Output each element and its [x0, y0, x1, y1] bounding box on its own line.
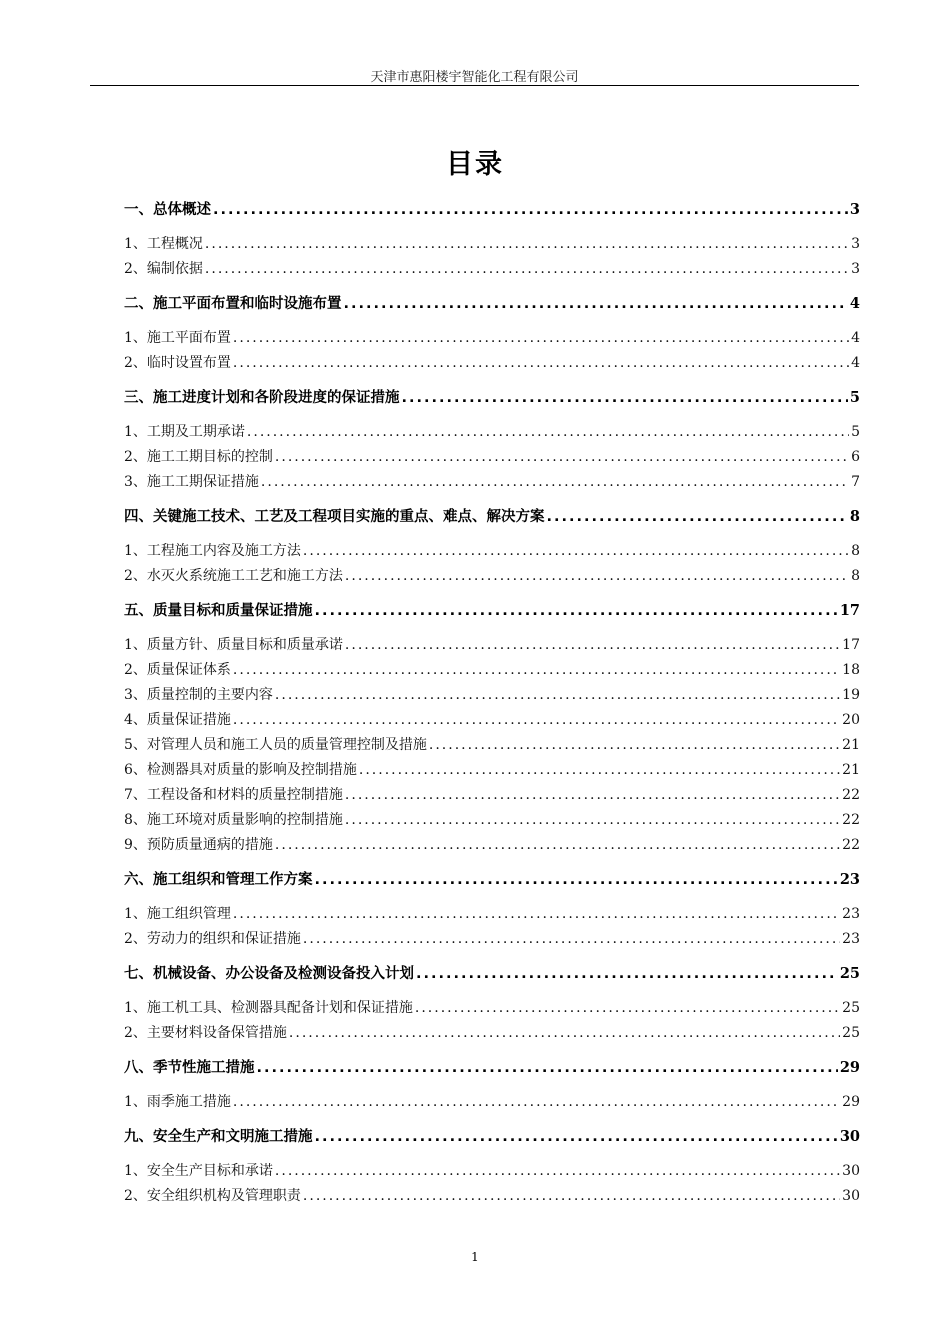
- toc-page-number: 5: [851, 423, 860, 440]
- toc-subsection-item[interactable]: [124, 565, 860, 585]
- toc-page-number: 21: [842, 736, 860, 753]
- toc-dot-leader: [359, 762, 840, 778]
- toc-entry-title: 7、工程设备和材料的质量控制措施: [124, 786, 343, 803]
- toc-section-heading[interactable]: [124, 505, 860, 526]
- toc-page-number: 17: [839, 602, 860, 619]
- toc-dot-leader: [275, 449, 849, 465]
- toc-page-number: 22: [842, 786, 860, 803]
- toc-subsection-item[interactable]: [124, 540, 860, 560]
- toc-page-number: 19: [842, 686, 860, 703]
- toc-entry-title: 2、临时设置布置: [124, 354, 231, 371]
- toc-dot-leader: [345, 812, 840, 828]
- toc-entry-title: 2、劳动力的组织和保证措施: [124, 930, 301, 947]
- toc-dot-leader: [233, 906, 840, 922]
- toc-section-heading[interactable]: [124, 386, 860, 407]
- toc-page-number: 3: [849, 201, 860, 218]
- toc-subsection-item[interactable]: [124, 997, 860, 1017]
- toc-dot-leader: [416, 966, 838, 982]
- toc-subsection-item[interactable]: [124, 352, 860, 372]
- toc-entry-title: 6、检测器具对质量的影响及控制措施: [124, 761, 357, 778]
- toc-entry-title: 1、工程概况: [124, 235, 203, 252]
- toc-page-number: 25: [842, 1024, 860, 1041]
- toc-dot-leader: [247, 424, 849, 440]
- toc-dot-leader: [205, 261, 849, 277]
- toc-page-number: 8: [849, 508, 860, 525]
- toc-page-number: 18: [842, 661, 860, 678]
- toc-subsection-item[interactable]: [124, 446, 860, 466]
- toc-entry-title: 2、施工工期目标的控制: [124, 448, 273, 465]
- toc-subsection-item[interactable]: [124, 1185, 860, 1205]
- toc-page-number: 4: [851, 354, 860, 371]
- toc-dot-leader: [315, 872, 838, 888]
- toc-dot-leader: [275, 837, 840, 853]
- toc-subsection-item[interactable]: [124, 1022, 860, 1042]
- toc-page-number: 8: [851, 542, 860, 559]
- toc-dot-leader: [233, 355, 849, 371]
- toc-entry-title: 六、施工组织和管理工作方案: [124, 872, 313, 888]
- toc-page-number: 29: [839, 1059, 860, 1076]
- toc-page-number: 30: [842, 1162, 860, 1179]
- toc-entry-title: 一、总体概述: [124, 202, 211, 218]
- toc-dot-leader: [261, 474, 849, 490]
- toc-page-number: 25: [839, 965, 860, 982]
- toc-entry-title: 1、施工组织管理: [124, 905, 231, 922]
- toc-entry-title: 2、安全组织机构及管理职责: [124, 1187, 301, 1204]
- toc-entry-title: 1、工期及工期承诺: [124, 423, 245, 440]
- toc-dot-leader: [233, 330, 849, 346]
- toc-entry-title: 3、质量控制的主要内容: [124, 686, 273, 703]
- toc-dot-leader: [303, 931, 840, 947]
- toc-entry-title: 1、雨季施工措施: [124, 1093, 231, 1110]
- toc-dot-leader: [289, 1025, 840, 1041]
- toc-dot-leader: [402, 390, 848, 406]
- toc-section-heading[interactable]: [124, 292, 860, 313]
- toc-entry-title: 1、施工机工具、检测器具配备计划和保证措施: [124, 999, 413, 1016]
- toc-page-number: 4: [851, 329, 860, 346]
- toc-entry-title: 二、施工平面布置和临时设施布置: [124, 296, 342, 312]
- toc-dot-leader: [257, 1060, 838, 1076]
- toc-dot-leader: [275, 1163, 840, 1179]
- toc-subsection-item[interactable]: [124, 1091, 860, 1111]
- toc-entry-title: 9、预防质量通病的措施: [124, 836, 273, 853]
- toc-page-number: 23: [839, 871, 860, 888]
- toc-section-heading[interactable]: [124, 1056, 860, 1077]
- toc-entry-title: 2、主要材料设备保管措施: [124, 1024, 287, 1041]
- toc-subsection-item[interactable]: [124, 928, 860, 948]
- toc-page-number: 8: [851, 567, 860, 584]
- toc-entry-title: 1、质量方针、质量目标和质量承诺: [124, 636, 343, 653]
- toc-dot-leader: [303, 543, 849, 559]
- toc-entry-title: 3、施工工期保证措施: [124, 473, 259, 490]
- toc-dot-leader: [315, 603, 838, 619]
- toc-dot-leader: [213, 202, 848, 218]
- toc-page-number: 22: [842, 811, 860, 828]
- toc-dot-leader: [205, 236, 849, 252]
- toc-subsection-item[interactable]: [124, 709, 860, 729]
- toc-entry-title: 1、施工平面布置: [124, 329, 231, 346]
- toc-subsection-item[interactable]: [124, 471, 860, 491]
- toc-dot-leader: [415, 1000, 840, 1016]
- toc-page-number: 30: [839, 1128, 860, 1145]
- toc-entry-title: 2、水灭火系统施工工艺和施工方法: [124, 567, 343, 584]
- toc-entry-title: 七、机械设备、办公设备及检测设备投入计划: [124, 966, 414, 982]
- toc-section-heading[interactable]: [124, 198, 860, 219]
- toc-page-number: 7: [851, 473, 860, 490]
- toc-section-heading[interactable]: [124, 599, 860, 620]
- toc-section-heading[interactable]: [124, 962, 860, 983]
- toc-page-number: 6: [851, 448, 860, 465]
- toc-dot-leader: [345, 787, 840, 803]
- toc-dot-leader: [303, 1188, 840, 1204]
- toc-page-number: 21: [842, 761, 860, 778]
- toc-page-number: 25: [842, 999, 860, 1016]
- toc-dot-leader: [345, 637, 840, 653]
- toc-subsection-item[interactable]: [124, 1160, 860, 1180]
- toc-subsection-item[interactable]: [124, 421, 860, 441]
- toc-page-number: 3: [851, 235, 860, 252]
- toc-dot-leader: [233, 1094, 840, 1110]
- toc-entry-title: 1、工程施工内容及施工方法: [124, 542, 301, 559]
- toc-entry-title: 三、施工进度计划和各阶段进度的保证措施: [124, 390, 400, 406]
- toc-dot-leader: [547, 509, 848, 525]
- toc-dot-leader: [344, 296, 848, 312]
- toc-subsection-item[interactable]: [124, 634, 860, 654]
- toc-dot-leader: [315, 1129, 838, 1145]
- page-header-company: 天津市惠阳楼宇智能化工程有限公司: [370, 70, 579, 85]
- toc-entry-title: 四、关键施工技术、工艺及工程项目实施的重点、难点、解决方案: [124, 509, 545, 525]
- toc-entry-title: 1、安全生产目标和承诺: [124, 1162, 273, 1179]
- toc-entry-title: 4、质量保证措施: [124, 711, 231, 728]
- toc-subsection-item[interactable]: [124, 233, 860, 253]
- toc-page-number: 23: [842, 930, 860, 947]
- toc-subsection-item[interactable]: [124, 759, 860, 779]
- toc-page-number: 17: [842, 636, 860, 653]
- toc-entry-title: 九、安全生产和文明施工措施: [124, 1129, 313, 1145]
- toc-entry-title: 5、对管理人员和施工人员的质量管理控制及措施: [124, 736, 427, 753]
- toc-subsection-item[interactable]: [124, 784, 860, 804]
- toc-subsection-item[interactable]: [124, 659, 860, 679]
- toc-dot-leader: [233, 712, 840, 728]
- toc-subsection-item[interactable]: [124, 734, 860, 754]
- toc-section-heading[interactable]: [124, 868, 860, 889]
- page-number: 1: [471, 1250, 479, 1264]
- toc-subsection-item[interactable]: [124, 834, 860, 854]
- toc-subsection-item[interactable]: [124, 809, 860, 829]
- toc-subsection-item[interactable]: [124, 258, 860, 278]
- toc-page-number: 3: [851, 260, 860, 277]
- toc-dot-leader: [429, 737, 840, 753]
- toc-page-number: 5: [849, 389, 860, 406]
- toc-page-number: 22: [842, 836, 860, 853]
- toc-page-number: 23: [842, 905, 860, 922]
- toc-section-heading[interactable]: [124, 1125, 860, 1146]
- toc-page-number: 29: [842, 1093, 860, 1110]
- toc-entry-title: 五、质量目标和质量保证措施: [124, 603, 313, 619]
- toc-entry-title: 八、季节性施工措施: [124, 1060, 255, 1076]
- toc-page-number: 20: [842, 711, 860, 728]
- toc-subsection-item[interactable]: [124, 903, 860, 923]
- toc-page-number: 4: [849, 295, 860, 312]
- toc-page-number: 30: [842, 1187, 860, 1204]
- toc-entry-title: 2、质量保证体系: [124, 661, 231, 678]
- toc-dot-leader: [233, 662, 840, 678]
- toc-dot-leader: [345, 568, 849, 584]
- page-title: 目录: [446, 149, 504, 180]
- toc-subsection-item[interactable]: [124, 684, 860, 704]
- toc-dot-leader: [275, 687, 840, 703]
- toc-subsection-item[interactable]: [124, 327, 860, 347]
- toc-entry-title: 2、编制依据: [124, 260, 203, 277]
- toc-entry-title: 8、施工环境对质量影响的控制措施: [124, 811, 343, 828]
